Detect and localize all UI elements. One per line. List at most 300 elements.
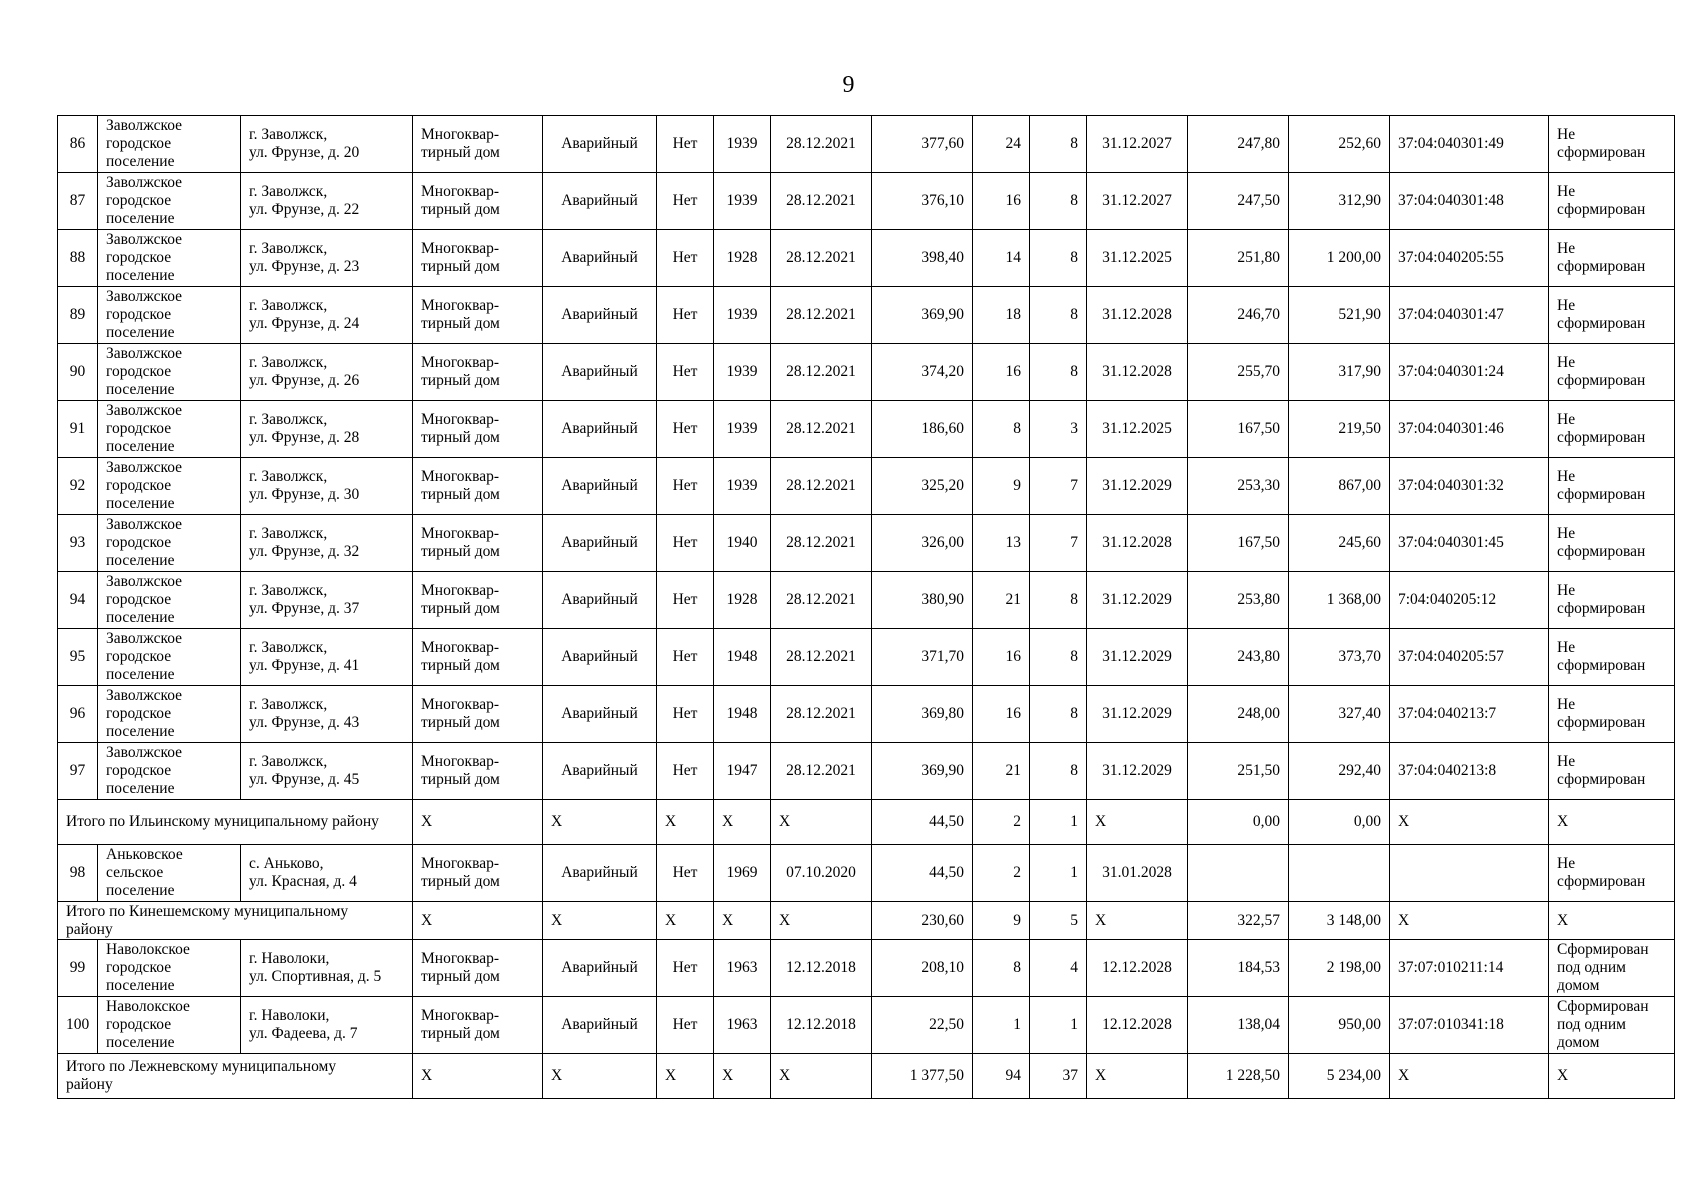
cell-row-number: 96 [58,686,98,743]
cell-row-number: 90 [58,344,98,401]
cell-value-1: 167,50 [1188,515,1289,572]
cell-condition: Аварийный [543,572,657,629]
cell-condition: Аварийный [543,940,657,997]
cell-value-2: 1 200,00 [1289,230,1390,287]
cell-condition: Аварийный [543,173,657,230]
table-row [58,686,1675,743]
cell-land-plot-status: Не сформирован [1549,344,1675,401]
cell-recognition-date: 12.12.2018 [771,997,872,1054]
cell-condition: Аварийный [543,515,657,572]
cell-condition: Аварийный [543,845,657,902]
cell-condition: Аварийный [543,686,657,743]
cell-settlement: Заволжское городское поселение [98,401,241,458]
cell-apartments: 3 [1030,401,1087,458]
cell-building-type: Многоквар- тирный дом [413,572,543,629]
cell-residents: 9 [973,902,1030,940]
cell-row-number: 87 [58,173,98,230]
cell-value-2: 312,90 [1289,173,1390,230]
cell-address: г. Заволжск, ул. Фрунзе, д. 24 [241,287,413,344]
cell-row-number: 99 [58,940,98,997]
table-row [58,572,1675,629]
cell-recognition-date: 28.12.2021 [771,287,872,344]
cell-row-number: 88 [58,230,98,287]
cell-relocation-deadline: 12.12.2028 [1087,940,1188,997]
cell-row-number: 93 [58,515,98,572]
cell-total-label: Итого по Кинешемскому муниципальному району [58,902,413,940]
cell-apartments: 8 [1030,743,1087,800]
cell-flag: Нет [657,116,714,173]
cell-apartments: 37 [1030,1054,1087,1099]
cell-cadastral-number: 37:04:040301:45 [1390,515,1549,572]
cell-address: г. Наволоки, ул. Фадеева, д. 7 [241,997,413,1054]
table-row [58,845,1675,902]
cell-year-built: 1948 [714,686,771,743]
table-row [58,173,1675,230]
cell-residents: 13 [973,515,1030,572]
cell-building-type: Многоквар- тирный дом [413,743,543,800]
cell-flag: Нет [657,344,714,401]
cell-value-1: 0,00 [1188,800,1289,845]
cell-settlement: Заволжское городское поселение [98,686,241,743]
cell-residents: 16 [973,686,1030,743]
cell-row-number: 95 [58,629,98,686]
cell-residents: 9 [973,458,1030,515]
cell-building-type: Многоквар- тирный дом [413,629,543,686]
cell-flag: Нет [657,515,714,572]
cell-flag: X [657,800,714,845]
cell-flag: Нет [657,458,714,515]
cell-building-type: Многоквар- тирный дом [413,116,543,173]
cell-relocation-deadline: 31.12.2027 [1087,116,1188,173]
cell-flag: Нет [657,845,714,902]
cell-recognition-date: X [771,1054,872,1099]
cell-land-plot-status: Не сформирован [1549,845,1675,902]
cell-value-2: 327,40 [1289,686,1390,743]
cell-row-number: 97 [58,743,98,800]
cell-total-label: Итого по Лежневскому муниципальному району [58,1054,413,1099]
cell-value-2: 2 198,00 [1289,940,1390,997]
table-row [58,344,1675,401]
cell-year-built: 1939 [714,173,771,230]
cell-value-2: 950,00 [1289,997,1390,1054]
cell-land-plot-status: Не сформирован [1549,401,1675,458]
cell-relocation-deadline: 31.12.2025 [1087,230,1188,287]
cell-year-built: X [714,800,771,845]
cell-address: г. Заволжск, ул. Фрунзе, д. 37 [241,572,413,629]
cell-residents: 8 [973,940,1030,997]
cell-address: г. Заволжск, ул. Фрунзе, д. 22 [241,173,413,230]
cell-value-1: 251,50 [1188,743,1289,800]
cell-area: 374,20 [872,344,973,401]
table-row [58,230,1675,287]
cell-year-built: 1939 [714,116,771,173]
cell-area: 369,80 [872,686,973,743]
cell-address: г. Заволжск, ул. Фрунзе, д. 23 [241,230,413,287]
cell-value-2: 219,50 [1289,401,1390,458]
cell-residents: 2 [973,845,1030,902]
cell-flag: Нет [657,572,714,629]
cell-settlement: Заволжское городское поселение [98,743,241,800]
table-row [58,515,1675,572]
cell-recognition-date: 28.12.2021 [771,515,872,572]
cell-land-plot-status: Не сформирован [1549,116,1675,173]
table-row [58,401,1675,458]
cell-building-type: Многоквар- тирный дом [413,515,543,572]
cell-condition: X [543,1054,657,1099]
cell-cadastral-number: 37:04:040301:48 [1390,173,1549,230]
cell-value-1: 248,00 [1188,686,1289,743]
cell-land-plot-status: Не сформирован [1549,458,1675,515]
cell-condition: Аварийный [543,401,657,458]
cell-address: г. Заволжск, ул. Фрунзе, д. 32 [241,515,413,572]
cell-recognition-date: 28.12.2021 [771,344,872,401]
cell-building-type: X [413,902,543,940]
cell-condition: Аварийный [543,287,657,344]
cell-year-built: 1947 [714,743,771,800]
cell-flag: Нет [657,940,714,997]
cell-land-plot-status: X [1549,902,1675,940]
cell-land-plot-status: X [1549,800,1675,845]
cell-address: с. Аньково, ул. Красная, д. 4 [241,845,413,902]
cell-apartments: 4 [1030,940,1087,997]
cell-building-type: Многоквар- тирный дом [413,845,543,902]
cell-apartments: 8 [1030,230,1087,287]
cell-relocation-deadline: 31.12.2029 [1087,686,1188,743]
cell-apartments: 8 [1030,287,1087,344]
cell-flag: Нет [657,401,714,458]
emergency-housing-table [57,115,1675,1099]
total-row [58,800,1675,845]
cell-address: г. Заволжск, ул. Фрунзе, д. 43 [241,686,413,743]
table-row [58,458,1675,515]
cell-residents: 21 [973,572,1030,629]
cell-area: 44,50 [872,800,973,845]
cell-area: 230,60 [872,902,973,940]
total-row [58,902,1675,940]
cell-cadastral-number: 37:04:040301:49 [1390,116,1549,173]
cell-flag: Нет [657,287,714,344]
cell-condition: X [543,800,657,845]
cell-row-number: 94 [58,572,98,629]
cell-condition: Аварийный [543,458,657,515]
cell-value-1: 243,80 [1188,629,1289,686]
cell-relocation-deadline: 31.01.2028 [1087,845,1188,902]
cell-land-plot-status: Не сформирован [1549,173,1675,230]
cell-address: г. Заволжск, ул. Фрунзе, д. 28 [241,401,413,458]
cell-apartments: 1 [1030,997,1087,1054]
cell-recognition-date: 28.12.2021 [771,686,872,743]
cell-relocation-deadline: 31.12.2028 [1087,515,1188,572]
cell-land-plot-status: Не сформирован [1549,230,1675,287]
cell-recognition-date: 28.12.2021 [771,401,872,458]
table-row [58,287,1675,344]
cell-land-plot-status: Не сформирован [1549,743,1675,800]
cell-area: 186,60 [872,401,973,458]
cell-year-built: 1948 [714,629,771,686]
cell-settlement: Заволжское городское поселение [98,572,241,629]
cell-relocation-deadline: 31.12.2029 [1087,743,1188,800]
cell-residents: 1 [973,997,1030,1054]
cell-address: г. Заволжск, ул. Фрунзе, д. 20 [241,116,413,173]
cell-value-1 [1188,845,1289,902]
cell-area: 398,40 [872,230,973,287]
cell-cadastral-number: 37:04:040213:8 [1390,743,1549,800]
cell-land-plot-status: Не сформирован [1549,287,1675,344]
cell-recognition-date: 28.12.2021 [771,629,872,686]
cell-residents: 21 [973,743,1030,800]
cell-residents: 18 [973,287,1030,344]
cell-land-plot-status: Не сформирован [1549,686,1675,743]
cell-cadastral-number: 37:04:040205:55 [1390,230,1549,287]
cell-condition: Аварийный [543,344,657,401]
cell-condition: Аварийный [543,116,657,173]
cell-building-type: Многоквар- тирный дом [413,230,543,287]
cell-building-type: Многоквар- тирный дом [413,997,543,1054]
cell-condition: Аварийный [543,230,657,287]
cell-value-2: 245,60 [1289,515,1390,572]
cell-year-built: 1963 [714,997,771,1054]
cell-relocation-deadline: 31.12.2028 [1087,287,1188,344]
cell-cadastral-number: 7:04:040205:12 [1390,572,1549,629]
cell-apartments: 8 [1030,173,1087,230]
cell-cadastral-number: X [1390,1054,1549,1099]
cell-recognition-date: X [771,800,872,845]
cell-value-1: 253,80 [1188,572,1289,629]
cell-relocation-deadline: 31.12.2027 [1087,173,1188,230]
cell-settlement: Заволжское городское поселение [98,116,241,173]
table-row [58,629,1675,686]
cell-land-plot-status: Не сформирован [1549,515,1675,572]
cell-value-1: 1 228,50 [1188,1054,1289,1099]
cell-settlement: Заволжское городское поселение [98,287,241,344]
cell-row-number: 92 [58,458,98,515]
cell-area: 326,00 [872,515,973,572]
cell-address: г. Заволжск, ул. Фрунзе, д. 26 [241,344,413,401]
cell-cadastral-number: 37:07:010211:14 [1390,940,1549,997]
cell-area: 380,90 [872,572,973,629]
cell-value-1: 138,04 [1188,997,1289,1054]
cell-land-plot-status: Сформирован под одним домом [1549,940,1675,997]
cell-row-number: 98 [58,845,98,902]
cell-apartments: 8 [1030,116,1087,173]
cell-area: 1 377,50 [872,1054,973,1099]
cell-settlement: Наволокское городское поселение [98,940,241,997]
cell-apartments: 7 [1030,515,1087,572]
cell-settlement: Заволжское городское поселение [98,515,241,572]
cell-residents: 16 [973,173,1030,230]
cell-value-2: 1 368,00 [1289,572,1390,629]
cell-relocation-deadline: 31.12.2029 [1087,629,1188,686]
cell-recognition-date: 07.10.2020 [771,845,872,902]
cell-apartments: 8 [1030,686,1087,743]
cell-apartments: 8 [1030,344,1087,401]
cell-value-1: 247,80 [1188,116,1289,173]
cell-apartments: 8 [1030,572,1087,629]
cell-relocation-deadline: X [1087,902,1188,940]
cell-value-2: 373,70 [1289,629,1390,686]
cell-recognition-date: 28.12.2021 [771,116,872,173]
cell-value-1: 253,30 [1188,458,1289,515]
cell-flag: Нет [657,230,714,287]
cell-year-built: 1939 [714,401,771,458]
cell-value-1: 184,53 [1188,940,1289,997]
cell-recognition-date: 28.12.2021 [771,743,872,800]
cell-residents: 16 [973,629,1030,686]
total-row [58,1054,1675,1099]
cell-flag: Нет [657,629,714,686]
table-row [58,116,1675,173]
cell-building-type: Многоквар- тирный дом [413,401,543,458]
cell-value-2 [1289,845,1390,902]
cell-land-plot-status: Сформирован под одним домом [1549,997,1675,1054]
cell-value-1: 247,50 [1188,173,1289,230]
cell-condition: Аварийный [543,997,657,1054]
cell-value-1: 167,50 [1188,401,1289,458]
cell-building-type: Многоквар- тирный дом [413,940,543,997]
cell-building-type: X [413,800,543,845]
cell-residents: 16 [973,344,1030,401]
cell-area: 376,10 [872,173,973,230]
cell-cadastral-number: 37:04:040301:46 [1390,401,1549,458]
cell-recognition-date: 28.12.2021 [771,230,872,287]
cell-value-1: 246,70 [1188,287,1289,344]
cell-settlement: Заволжское городское поселение [98,173,241,230]
cell-value-1: 251,80 [1188,230,1289,287]
cell-condition: X [543,902,657,940]
cell-flag: X [657,1054,714,1099]
cell-residents: 94 [973,1054,1030,1099]
table-row [58,997,1675,1054]
cell-value-2: 292,40 [1289,743,1390,800]
cell-year-built: 1963 [714,940,771,997]
cell-relocation-deadline: X [1087,1054,1188,1099]
cell-area: 371,70 [872,629,973,686]
cell-cadastral-number: 37:07:010341:18 [1390,997,1549,1054]
cell-value-2: 867,00 [1289,458,1390,515]
cell-cadastral-number: 37:04:040213:7 [1390,686,1549,743]
cell-year-built: 1928 [714,230,771,287]
cell-cadastral-number: 37:04:040301:24 [1390,344,1549,401]
cell-recognition-date: X [771,902,872,940]
cell-relocation-deadline: X [1087,800,1188,845]
cell-apartments: 1 [1030,845,1087,902]
cell-building-type: X [413,1054,543,1099]
cell-year-built: 1939 [714,458,771,515]
cell-relocation-deadline: 31.12.2029 [1087,572,1188,629]
cell-settlement: Заволжское городское поселение [98,344,241,401]
cell-recognition-date: 28.12.2021 [771,458,872,515]
cell-building-type: Многоквар- тирный дом [413,458,543,515]
table-row [58,940,1675,997]
cell-value-1: 255,70 [1188,344,1289,401]
cell-building-type: Многоквар- тирный дом [413,344,543,401]
cell-condition: Аварийный [543,629,657,686]
cell-building-type: Многоквар- тирный дом [413,173,543,230]
cell-relocation-deadline: 31.12.2028 [1087,344,1188,401]
cell-row-number: 86 [58,116,98,173]
cell-value-1: 322,57 [1188,902,1289,940]
cell-land-plot-status: X [1549,1054,1675,1099]
cell-apartments: 8 [1030,629,1087,686]
cell-address: г. Заволжск, ул. Фрунзе, д. 30 [241,458,413,515]
cell-residents: 14 [973,230,1030,287]
cell-total-label: Итого по Ильинскому муниципальному району [58,800,413,845]
cell-cadastral-number: 37:04:040301:47 [1390,287,1549,344]
cell-relocation-deadline: 12.12.2028 [1087,997,1188,1054]
page-number: 9 [842,72,855,98]
cell-value-2: 5 234,00 [1289,1054,1390,1099]
cell-flag: Нет [657,743,714,800]
cell-value-2: 252,60 [1289,116,1390,173]
cell-settlement: Заволжское городское поселение [98,230,241,287]
cell-value-2: 521,90 [1289,287,1390,344]
cell-flag: Нет [657,997,714,1054]
cell-settlement: Заволжское городское поселение [98,629,241,686]
cell-row-number: 89 [58,287,98,344]
cell-year-built: X [714,902,771,940]
cell-area: 325,20 [872,458,973,515]
cell-address: г. Заволжск, ул. Фрунзе, д. 45 [241,743,413,800]
cell-value-2: 3 148,00 [1289,902,1390,940]
cell-relocation-deadline: 31.12.2025 [1087,401,1188,458]
cell-cadastral-number: X [1390,800,1549,845]
cell-cadastral-number [1390,845,1549,902]
cell-area: 369,90 [872,287,973,344]
cell-settlement: Аньковское сельское поселение [98,845,241,902]
cell-cadastral-number: 37:04:040301:32 [1390,458,1549,515]
cell-row-number: 100 [58,997,98,1054]
cell-year-built: X [714,1054,771,1099]
cell-building-type: Многоквар- тирный дом [413,287,543,344]
cell-apartments: 5 [1030,902,1087,940]
cell-area: 22,50 [872,997,973,1054]
cell-area: 369,90 [872,743,973,800]
cell-year-built: 1969 [714,845,771,902]
cell-address: г. Заволжск, ул. Фрунзе, д. 41 [241,629,413,686]
cell-apartments: 7 [1030,458,1087,515]
cell-area: 208,10 [872,940,973,997]
table-body [58,116,1675,1099]
cell-apartments: 1 [1030,800,1087,845]
cell-land-plot-status: Не сформирован [1549,572,1675,629]
cell-residents: 24 [973,116,1030,173]
cell-address: г. Наволоки, ул. Спортивная, д. 5 [241,940,413,997]
cell-area: 377,60 [872,116,973,173]
cell-recognition-date: 28.12.2021 [771,173,872,230]
cell-land-plot-status: Не сформирован [1549,629,1675,686]
cell-cadastral-number: X [1390,902,1549,940]
cell-value-2: 0,00 [1289,800,1390,845]
cell-cadastral-number: 37:04:040205:57 [1390,629,1549,686]
cell-area: 44,50 [872,845,973,902]
cell-settlement: Заволжское городское поселение [98,458,241,515]
cell-year-built: 1928 [714,572,771,629]
cell-value-2: 317,90 [1289,344,1390,401]
cell-year-built: 1939 [714,287,771,344]
cell-recognition-date: 12.12.2018 [771,940,872,997]
cell-residents: 8 [973,401,1030,458]
cell-row-number: 91 [58,401,98,458]
cell-building-type: Многоквар- тирный дом [413,686,543,743]
cell-settlement: Наволокское городское поселение [98,997,241,1054]
cell-year-built: 1940 [714,515,771,572]
cell-recognition-date: 28.12.2021 [771,572,872,629]
cell-flag: Нет [657,686,714,743]
cell-year-built: 1939 [714,344,771,401]
cell-residents: 2 [973,800,1030,845]
table-row [58,743,1675,800]
cell-relocation-deadline: 31.12.2029 [1087,458,1188,515]
